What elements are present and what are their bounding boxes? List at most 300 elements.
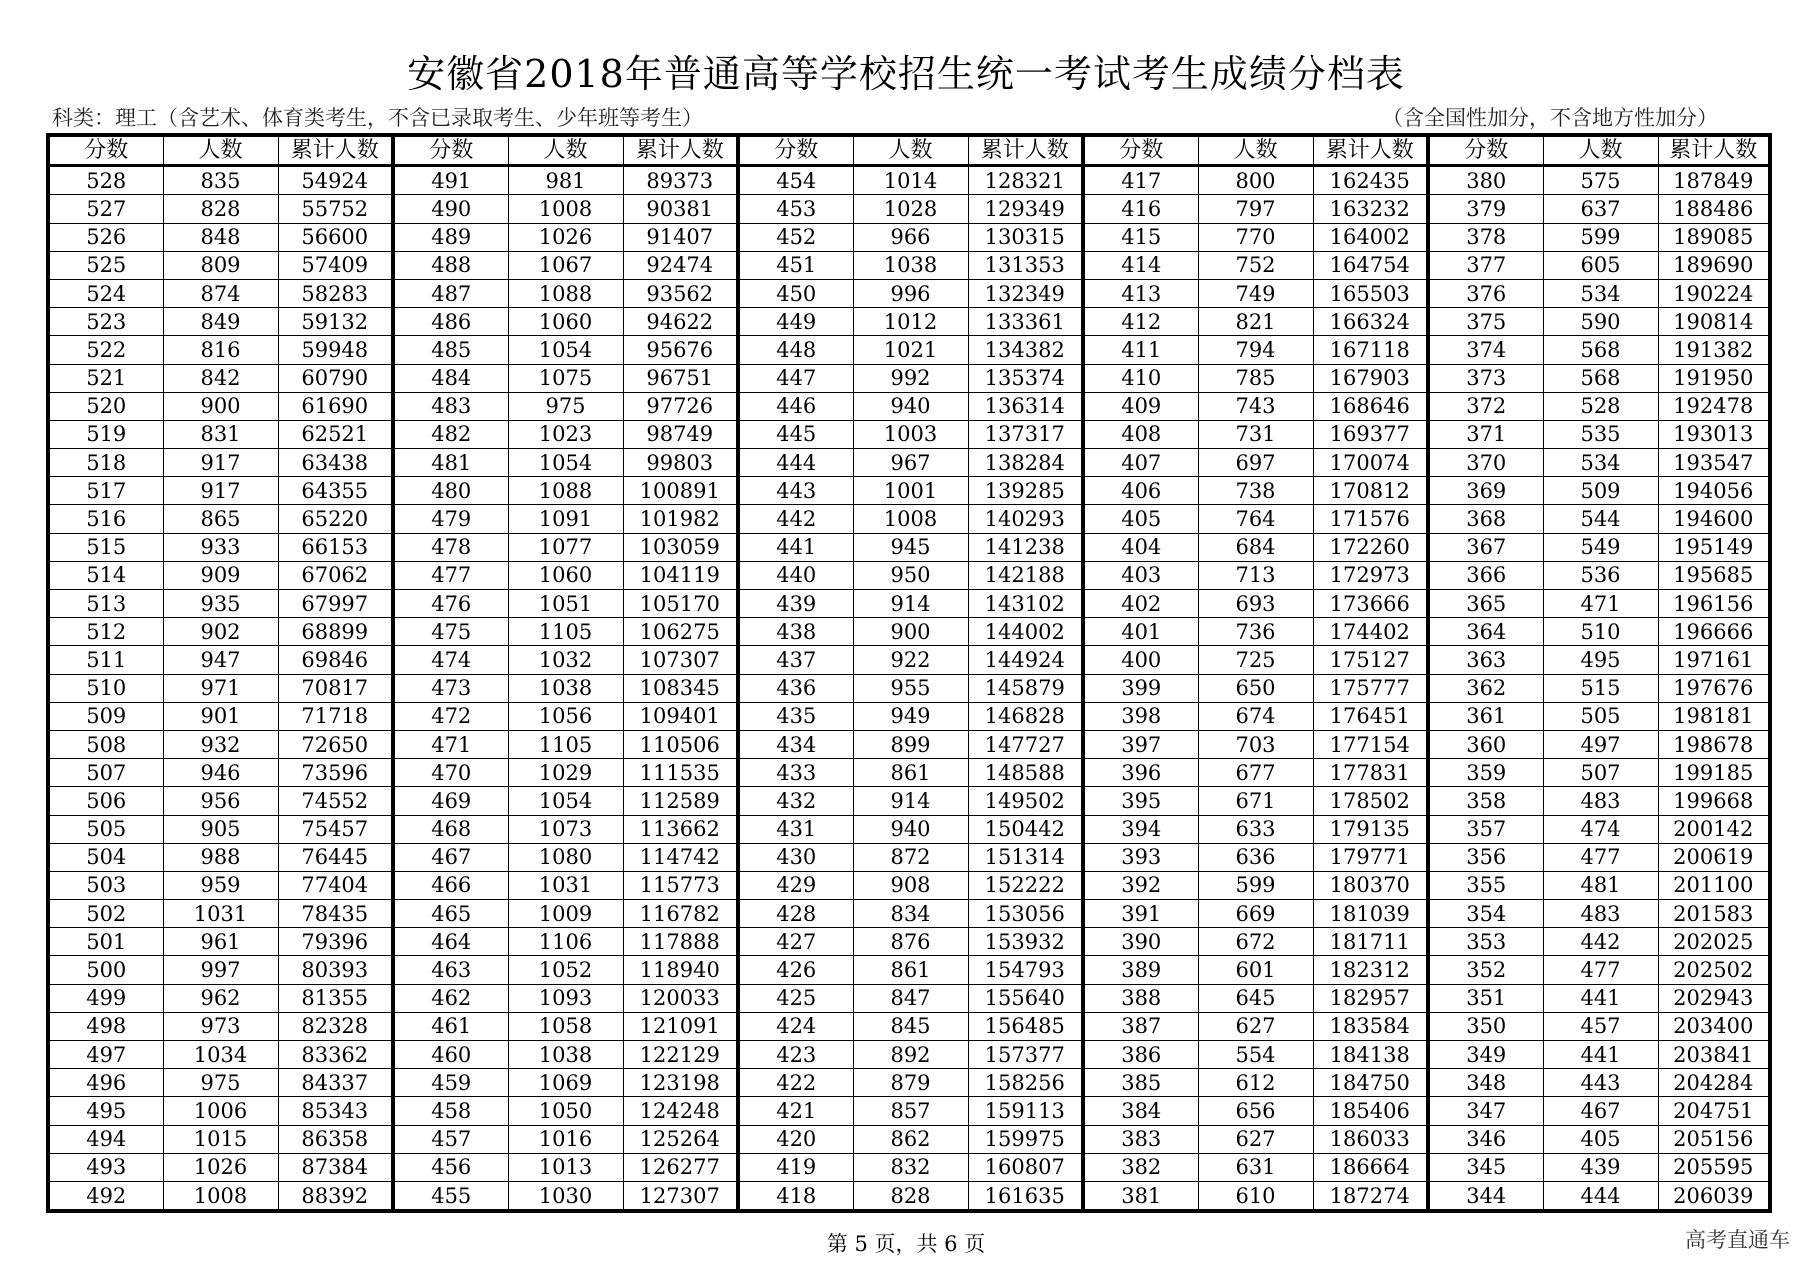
- table-cell: 392: [1083, 871, 1198, 899]
- table-cell: 1023: [508, 420, 623, 448]
- table-cell: 122129: [623, 1041, 738, 1069]
- table-cell: 946: [163, 759, 278, 787]
- table-cell: 180370: [1313, 871, 1428, 899]
- table-cell: 672: [1198, 928, 1313, 956]
- table-cell: 73596: [278, 759, 393, 787]
- table-cell: 1026: [508, 223, 623, 251]
- table-cell: 544: [1543, 505, 1658, 533]
- table-cell: 502: [48, 900, 163, 928]
- table-cell: 549: [1543, 533, 1658, 561]
- table-cell: 423: [738, 1041, 853, 1069]
- table-row: [48, 533, 1770, 561]
- table-cell: 431: [738, 815, 853, 843]
- table-cell: 372: [1428, 392, 1543, 420]
- table-cell: 197676: [1658, 674, 1770, 702]
- table-cell: 151314: [968, 843, 1083, 871]
- table-cell: 522: [48, 336, 163, 364]
- table-cell: 1069: [508, 1069, 623, 1097]
- table-cell: 162435: [1313, 166, 1428, 195]
- table-cell: 575: [1543, 166, 1658, 195]
- table-cell: 703: [1198, 730, 1313, 758]
- table-cell: 201583: [1658, 900, 1770, 928]
- table-cell: 189690: [1658, 251, 1770, 279]
- table-cell: 155640: [968, 984, 1083, 1012]
- table-cell: 115773: [623, 871, 738, 899]
- table-cell: 441: [738, 533, 853, 561]
- table-cell: 195149: [1658, 533, 1770, 561]
- table-cell: 371: [1428, 420, 1543, 448]
- table-cell: 425: [738, 984, 853, 1012]
- table-cell: 411: [1083, 336, 1198, 364]
- table-cell: 172973: [1313, 561, 1428, 589]
- table-cell: 379: [1428, 195, 1543, 223]
- table-cell: 350: [1428, 1012, 1543, 1040]
- table-cell: 861: [853, 759, 968, 787]
- table-cell: 474: [1543, 815, 1658, 843]
- table-cell: 390: [1083, 928, 1198, 956]
- table-cell: 76445: [278, 843, 393, 871]
- column-header: 累计人数: [623, 135, 738, 166]
- table-cell: 109401: [623, 702, 738, 730]
- table-cell: 349: [1428, 1041, 1543, 1069]
- table-row: [48, 759, 1770, 787]
- table-cell: 876: [853, 928, 968, 956]
- table-cell: 156485: [968, 1012, 1083, 1040]
- table-cell: 470: [393, 759, 508, 787]
- table-cell: 94622: [623, 308, 738, 336]
- column-header: 分数: [393, 135, 508, 166]
- table-row: [48, 871, 1770, 899]
- table-cell: 193547: [1658, 449, 1770, 477]
- table-cell: 1077: [508, 533, 623, 561]
- table-cell: 451: [738, 251, 853, 279]
- table-cell: 197161: [1658, 646, 1770, 674]
- table-cell: 495: [48, 1097, 163, 1125]
- table-cell: 135374: [968, 364, 1083, 392]
- table-cell: 54924: [278, 166, 393, 195]
- table-row: [48, 561, 1770, 589]
- table-cell: 353: [1428, 928, 1543, 956]
- table-cell: 369: [1428, 477, 1543, 505]
- table-cell: 486: [393, 308, 508, 336]
- table-cell: 173666: [1313, 590, 1428, 618]
- table-cell: 1054: [508, 336, 623, 364]
- table-cell: 469: [393, 787, 508, 815]
- table-cell: 113662: [623, 815, 738, 843]
- table-cell: 79396: [278, 928, 393, 956]
- table-cell: 828: [853, 1181, 968, 1211]
- table-cell: 112589: [623, 787, 738, 815]
- table-cell: 495: [1543, 646, 1658, 674]
- table-cell: 382: [1083, 1153, 1198, 1181]
- table-cell: 497: [1543, 730, 1658, 758]
- table-cell: 743: [1198, 392, 1313, 420]
- table-cell: 77404: [278, 871, 393, 899]
- table-cell: 164754: [1313, 251, 1428, 279]
- table-cell: 487: [393, 279, 508, 307]
- table-cell: 386: [1083, 1041, 1198, 1069]
- table-cell: 497: [48, 1041, 163, 1069]
- table-cell: 693: [1198, 590, 1313, 618]
- table-row: [48, 1181, 1770, 1211]
- table-header-row: [48, 135, 1770, 166]
- table-cell: 63438: [278, 449, 393, 477]
- table-cell: 1052: [508, 956, 623, 984]
- table-cell: 1093: [508, 984, 623, 1012]
- table-cell: 106275: [623, 618, 738, 646]
- table-cell: 457: [393, 1125, 508, 1153]
- table-cell: 80393: [278, 956, 393, 984]
- table-cell: 184138: [1313, 1041, 1428, 1069]
- table-cell: 103059: [623, 533, 738, 561]
- table-cell: 393: [1083, 843, 1198, 871]
- table-cell: 684: [1198, 533, 1313, 561]
- table-cell: 514: [48, 561, 163, 589]
- table-cell: 1029: [508, 759, 623, 787]
- table-cell: 446: [738, 392, 853, 420]
- table-cell: 463: [393, 956, 508, 984]
- column-header: 分数: [48, 135, 163, 166]
- table-row: [48, 787, 1770, 815]
- table-cell: 1054: [508, 449, 623, 477]
- table-cell: 534: [1543, 449, 1658, 477]
- table-cell: 394: [1083, 815, 1198, 843]
- table-cell: 510: [1543, 618, 1658, 646]
- table-cell: 438: [738, 618, 853, 646]
- table-cell: 474: [393, 646, 508, 674]
- table-cell: 1014: [853, 166, 968, 195]
- table-cell: 417: [1083, 166, 1198, 195]
- table-cell: 62521: [278, 420, 393, 448]
- table-cell: 81355: [278, 984, 393, 1012]
- table-cell: 78435: [278, 900, 393, 928]
- table-cell: 68899: [278, 618, 393, 646]
- table-cell: 905: [163, 815, 278, 843]
- table-cell: 491: [393, 166, 508, 195]
- table-cell: 205595: [1658, 1153, 1770, 1181]
- table-cell: 408: [1083, 420, 1198, 448]
- table-cell: 83362: [278, 1041, 393, 1069]
- table-cell: 599: [1198, 871, 1313, 899]
- table-cell: 117888: [623, 928, 738, 956]
- table-cell: 848: [163, 223, 278, 251]
- table-cell: 831: [163, 420, 278, 448]
- table-cell: 183584: [1313, 1012, 1428, 1040]
- table-cell: 96751: [623, 364, 738, 392]
- table-cell: 966: [853, 223, 968, 251]
- table-cell: 205156: [1658, 1125, 1770, 1153]
- table-cell: 524: [48, 279, 163, 307]
- table-cell: 190224: [1658, 279, 1770, 307]
- table-cell: 457: [1543, 1012, 1658, 1040]
- table-cell: 401: [1083, 618, 1198, 646]
- table-cell: 168646: [1313, 392, 1428, 420]
- document-title: 安徽省2018年普通高等学校招生统一考试考生成绩分档表: [407, 52, 1405, 96]
- table-cell: 152222: [968, 871, 1083, 899]
- table-cell: 421: [738, 1097, 853, 1125]
- table-cell: 133361: [968, 308, 1083, 336]
- column-header: 分数: [738, 135, 853, 166]
- table-cell: 378: [1428, 223, 1543, 251]
- table-cell: 191950: [1658, 364, 1770, 392]
- table-cell: 725: [1198, 646, 1313, 674]
- table-cell: 93562: [623, 279, 738, 307]
- table-cell: 507: [48, 759, 163, 787]
- table-cell: 368: [1428, 505, 1543, 533]
- table-cell: 1026: [163, 1153, 278, 1181]
- table-cell: 490: [393, 195, 508, 223]
- table-row: [48, 928, 1770, 956]
- table-row: [48, 279, 1770, 307]
- table-cell: 494: [48, 1125, 163, 1153]
- table-cell: 141238: [968, 533, 1083, 561]
- table-cell: 862: [853, 1125, 968, 1153]
- table-cell: 1054: [508, 787, 623, 815]
- table-cell: 901: [163, 702, 278, 730]
- table-cell: 1038: [508, 1041, 623, 1069]
- table-cell: 104119: [623, 561, 738, 589]
- table-row: [48, 843, 1770, 871]
- table-row: [48, 1153, 1770, 1181]
- table-cell: 1006: [163, 1097, 278, 1125]
- table-cell: 528: [1543, 392, 1658, 420]
- table-cell: 961: [163, 928, 278, 956]
- table-cell: 184750: [1313, 1069, 1428, 1097]
- table-cell: 842: [163, 364, 278, 392]
- table-cell: 146828: [968, 702, 1083, 730]
- table-cell: 203841: [1658, 1041, 1770, 1069]
- table-cell: 816: [163, 336, 278, 364]
- table-cell: 149502: [968, 787, 1083, 815]
- table-cell: 770: [1198, 223, 1313, 251]
- table-cell: 138284: [968, 449, 1083, 477]
- table-cell: 88392: [278, 1181, 393, 1211]
- table-cell: 158256: [968, 1069, 1083, 1097]
- table-cell: 736: [1198, 618, 1313, 646]
- table-cell: 120033: [623, 984, 738, 1012]
- table-cell: 526: [48, 223, 163, 251]
- table-cell: 199185: [1658, 759, 1770, 787]
- table-cell: 65220: [278, 505, 393, 533]
- table-cell: 432: [738, 787, 853, 815]
- table-cell: 914: [853, 787, 968, 815]
- table-cell: 1051: [508, 590, 623, 618]
- table-cell: 90381: [623, 195, 738, 223]
- table-cell: 468: [393, 815, 508, 843]
- table-cell: 482: [393, 420, 508, 448]
- table-row: [48, 984, 1770, 1012]
- table-cell: 178502: [1313, 787, 1428, 815]
- table-cell: 492: [48, 1181, 163, 1211]
- table-cell: 509: [1543, 477, 1658, 505]
- table-cell: 167903: [1313, 364, 1428, 392]
- table-cell: 398: [1083, 702, 1198, 730]
- table-cell: 1003: [853, 420, 968, 448]
- table-cell: 453: [738, 195, 853, 223]
- table-cell: 527: [48, 195, 163, 223]
- table-row: [48, 956, 1770, 984]
- table-cell: 444: [738, 449, 853, 477]
- table-cell: 95676: [623, 336, 738, 364]
- table-cell: 473: [393, 674, 508, 702]
- table-row: [48, 251, 1770, 279]
- table-cell: 387: [1083, 1012, 1198, 1040]
- table-cell: 381: [1083, 1181, 1198, 1211]
- table-cell: 397: [1083, 730, 1198, 758]
- table-cell: 832: [853, 1153, 968, 1181]
- table-cell: 59948: [278, 336, 393, 364]
- table-cell: 967: [853, 449, 968, 477]
- table-cell: 64355: [278, 477, 393, 505]
- table-cell: 861: [853, 956, 968, 984]
- table-cell: 610: [1198, 1181, 1313, 1211]
- table-cell: 147727: [968, 730, 1083, 758]
- table-cell: 367: [1428, 533, 1543, 561]
- column-header: 累计人数: [1313, 135, 1428, 166]
- table-cell: 1013: [508, 1153, 623, 1181]
- table-cell: 84337: [278, 1069, 393, 1097]
- table-cell: 105170: [623, 590, 738, 618]
- table-cell: 504: [48, 843, 163, 871]
- table-cell: 148588: [968, 759, 1083, 787]
- table-cell: 55752: [278, 195, 393, 223]
- column-header: 人数: [508, 135, 623, 166]
- table-cell: 405: [1543, 1125, 1658, 1153]
- table-cell: 92474: [623, 251, 738, 279]
- column-header: 人数: [1198, 135, 1313, 166]
- table-cell: 59132: [278, 308, 393, 336]
- table-cell: 163232: [1313, 195, 1428, 223]
- table-cell: 452: [738, 223, 853, 251]
- table-cell: 507: [1543, 759, 1658, 787]
- table-cell: 177831: [1313, 759, 1428, 787]
- table-cell: 165503: [1313, 279, 1428, 307]
- table-cell: 785: [1198, 364, 1313, 392]
- table-cell: 797: [1198, 195, 1313, 223]
- table-cell: 429: [738, 871, 853, 899]
- table-cell: 114742: [623, 843, 738, 871]
- table-cell: 515: [48, 533, 163, 561]
- table-cell: 955: [853, 674, 968, 702]
- table-cell: 121091: [623, 1012, 738, 1040]
- table-cell: 373: [1428, 364, 1543, 392]
- table-cell: 359: [1428, 759, 1543, 787]
- table-cell: 879: [853, 1069, 968, 1097]
- table-cell: 441: [1543, 984, 1658, 1012]
- table-cell: 997: [163, 956, 278, 984]
- table-cell: 354: [1428, 900, 1543, 928]
- table-cell: 348: [1428, 1069, 1543, 1097]
- table-cell: 509: [48, 702, 163, 730]
- table-cell: 441: [1543, 1041, 1658, 1069]
- table-cell: 515: [1543, 674, 1658, 702]
- table-cell: 385: [1083, 1069, 1198, 1097]
- table-cell: 344: [1428, 1181, 1543, 1211]
- table-cell: 909: [163, 561, 278, 589]
- table-cell: 436: [738, 674, 853, 702]
- table-cell: 171576: [1313, 505, 1428, 533]
- table-row: [48, 392, 1770, 420]
- table-cell: 187274: [1313, 1181, 1428, 1211]
- table-cell: 384: [1083, 1097, 1198, 1125]
- table-cell: 61690: [278, 392, 393, 420]
- table-cell: 357: [1428, 815, 1543, 843]
- table-cell: 516: [48, 505, 163, 533]
- table-cell: 1060: [508, 308, 623, 336]
- table-cell: 352: [1428, 956, 1543, 984]
- table-cell: 899: [853, 730, 968, 758]
- column-header: 分数: [1083, 135, 1198, 166]
- table-cell: 346: [1428, 1125, 1543, 1153]
- table-cell: 949: [853, 702, 968, 730]
- table-cell: 409: [1083, 392, 1198, 420]
- table-cell: 599: [1543, 223, 1658, 251]
- table-cell: 536: [1543, 561, 1658, 589]
- column-header: 人数: [853, 135, 968, 166]
- table-cell: 130315: [968, 223, 1083, 251]
- table-row: [48, 674, 1770, 702]
- table-cell: 627: [1198, 1125, 1313, 1153]
- table-cell: 181039: [1313, 900, 1428, 928]
- table-cell: 129349: [968, 195, 1083, 223]
- table-cell: 933: [163, 533, 278, 561]
- table-row: [48, 420, 1770, 448]
- table-cell: 800: [1198, 166, 1313, 195]
- table-cell: 206039: [1658, 1181, 1770, 1211]
- table-cell: 908: [853, 871, 968, 899]
- table-row: [48, 646, 1770, 674]
- table-cell: 406: [1083, 477, 1198, 505]
- table-cell: 196666: [1658, 618, 1770, 646]
- table-cell: 455: [393, 1181, 508, 1211]
- table-cell: 434: [738, 730, 853, 758]
- table-cell: 388: [1083, 984, 1198, 1012]
- table-cell: 91407: [623, 223, 738, 251]
- table-cell: 935: [163, 590, 278, 618]
- table-cell: 440: [738, 561, 853, 589]
- table-cell: 500: [48, 956, 163, 984]
- table-cell: 131353: [968, 251, 1083, 279]
- table-cell: 849: [163, 308, 278, 336]
- table-cell: 932: [163, 730, 278, 758]
- table-cell: 981: [508, 166, 623, 195]
- table-row: [48, 195, 1770, 223]
- table-cell: 110506: [623, 730, 738, 758]
- table-cell: 99803: [623, 449, 738, 477]
- table-cell: 973: [163, 1012, 278, 1040]
- table-cell: 358: [1428, 787, 1543, 815]
- table-cell: 57409: [278, 251, 393, 279]
- table-cell: 203400: [1658, 1012, 1770, 1040]
- bonus-note: （含全国性加分，不含地方性加分）: [1382, 106, 1718, 130]
- table-cell: 821: [1198, 308, 1313, 336]
- table-cell: 1088: [508, 477, 623, 505]
- table-cell: 627: [1198, 1012, 1313, 1040]
- table-cell: 601: [1198, 956, 1313, 984]
- table-cell: 139285: [968, 477, 1083, 505]
- table-cell: 172260: [1313, 533, 1428, 561]
- table-cell: 356: [1428, 843, 1543, 871]
- table-cell: 174402: [1313, 618, 1428, 646]
- table-cell: 437: [738, 646, 853, 674]
- table-cell: 914: [853, 590, 968, 618]
- table-cell: 202943: [1658, 984, 1770, 1012]
- table-cell: 391: [1083, 900, 1198, 928]
- table-row: [48, 1041, 1770, 1069]
- table-cell: 74552: [278, 787, 393, 815]
- table-cell: 467: [393, 843, 508, 871]
- table-cell: 198678: [1658, 730, 1770, 758]
